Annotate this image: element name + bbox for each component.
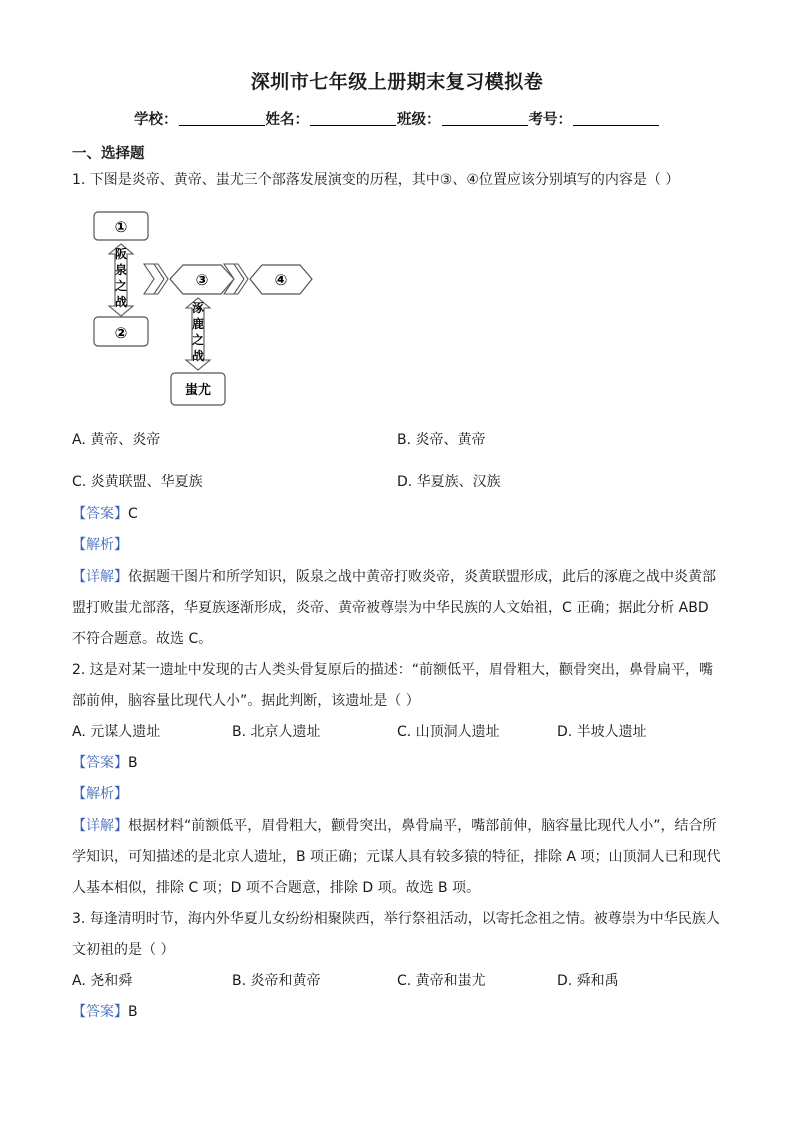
svg-text:战: 战: [191, 349, 205, 363]
class-blank[interactable]: [442, 111, 528, 126]
q2-stem-line-1: 2. 这是对某一遗址中发现的古人类头骨复原后的描述：“前额低平，眉骨粗大，颧骨突出，鼻骨扁平，嘴: [72, 662, 714, 678]
q3-stem-line-2: 文初祖的是（ ）: [72, 942, 175, 958]
q2-option-b: B. 北京人遗址: [232, 724, 321, 740]
q1-option-b: B. 炎帝、黄帝: [397, 432, 486, 448]
q1-option-d: D. 华夏族、汉族: [397, 474, 501, 490]
class-label: 班级：: [397, 112, 441, 128]
answer-tag: 【答案】: [72, 1004, 128, 1020]
school-blank[interactable]: [179, 111, 265, 126]
q2-answer: [72, 753, 138, 773]
q1-detail-line-1: 【详解】依据题干图片和所学知识，阪泉之战中黄帝打败炎帝，炎黄联盟形成，此后的涿鹿之战中炎黄部: [72, 569, 716, 585]
name-label: 姓名：: [265, 112, 309, 128]
school-label: 学校：: [134, 112, 178, 128]
q3-option-b: B. 炎帝和黄帝: [232, 973, 321, 989]
q2-detail-line-2: 学知识，可知描述的是北京人遗址，B 项正确；元谋人具有较多猿的特征，排除 A 项；山顶洞人已和现代: [72, 849, 721, 865]
number-label: 考号：: [528, 112, 572, 128]
q2-stem-line-2: 部前伸，脑容量比现代人小”。据此判断，该遗址是（ ）: [72, 693, 420, 709]
q3-stem-line-1: 3. 每逢清明时节，海内外华夏儿女纷纷相聚陕西，举行祭祖活动，以寄托念祖之情。被尊崇为中华民族人: [72, 911, 720, 927]
svg-text:之: 之: [114, 279, 128, 293]
student-info-line: [0, 108, 794, 129]
diagram-box-2-label: ②: [114, 324, 128, 342]
q2-detail-line-1: 【详解】根据材料“前额低平，眉骨粗大，颧骨突出，鼻骨扁平，嘴部前伸，脑容量比现代人小”，结合所: [72, 818, 717, 834]
answer-value: B: [128, 1004, 138, 1020]
q3-option-d: D. 舜和禹: [557, 973, 619, 989]
answer-value: C: [128, 506, 138, 522]
svg-text:泉: 泉: [114, 263, 128, 277]
q3-option-a: A. 尧和舜: [72, 973, 133, 989]
q2-option-a: A. 元谋人遗址: [72, 724, 161, 740]
q2-analysis-tag: 【解析】: [72, 786, 128, 802]
svg-text:鹿: 鹿: [191, 317, 205, 331]
diagram-box-4-label: ④: [274, 271, 288, 289]
detail-tag: 【详解】: [72, 818, 128, 834]
svg-text:涿: 涿: [191, 301, 205, 315]
page-title: 深圳市七年级上册期末复习模拟卷: [250, 71, 544, 93]
diagram-box-5-label: 蚩尤: [184, 383, 212, 398]
name-blank[interactable]: [310, 111, 396, 126]
q1-answer: [72, 504, 138, 524]
answer-value: B: [128, 755, 138, 771]
diagram-box-1-label: ①: [114, 218, 128, 236]
diagram-box-3-label: ③: [195, 271, 209, 289]
q1-stem: 1. 下图是炎帝、黄帝、蚩尤三个部落发展演变的历程，其中③、④位置应该分别填写的内容是（ ）: [72, 172, 680, 188]
q1-detail-line-2: 盟打败蚩尤部落，华夏族逐渐形成，炎帝、黄帝被尊崇为中华民族的人文始祖，C 正确；据此分析 ABD: [72, 600, 709, 616]
q1-analysis-tag: 【解析】: [72, 537, 128, 553]
detail-tag: 【详解】: [72, 569, 128, 585]
svg-text:战: 战: [114, 295, 128, 309]
section-heading: 一、选择题: [72, 146, 145, 162]
q2-option-c: C. 山顶洞人遗址: [397, 724, 500, 740]
svg-text:之: 之: [191, 333, 205, 347]
answer-tag: 【答案】: [72, 506, 128, 522]
q3-answer: [72, 1002, 138, 1022]
q2-option-d: D. 半坡人遗址: [557, 724, 647, 740]
q3-option-c: C. 黄帝和蚩尤: [397, 973, 486, 989]
svg-text:阪: 阪: [114, 247, 128, 261]
q1-option-a: A. 黄帝、炎帝: [72, 432, 161, 448]
answer-tag: 【答案】: [72, 755, 128, 771]
number-blank[interactable]: [573, 111, 659, 126]
q1-option-c: C. 炎黄联盟、华夏族: [72, 474, 203, 490]
q2-detail-line-3: 人基本相似，排除 C 项；D 项不合题意，排除 D 项。故选 B 项。: [72, 880, 481, 896]
q1-detail-line-3: 不符合题意。故选 C。: [72, 631, 213, 647]
tribe-evolution-diagram: [90, 206, 330, 412]
